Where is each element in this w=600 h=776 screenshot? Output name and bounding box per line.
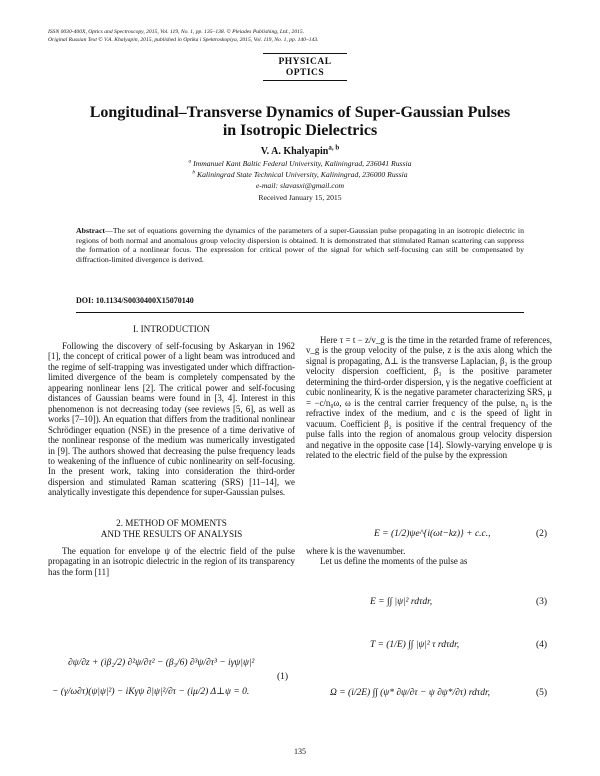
method-paragraph: The equation for envelope ψ of the electric field of the pulse propagating in an isotropic dielectric in the region of its transparency has the form [11] (48, 545, 295, 577)
section-tag-rule-bottom (263, 80, 347, 81)
equation-2: E = (1/2)ψe^{i(ωt−kz)} + c.c., (374, 529, 491, 539)
paper-title-line2: in Isotropic Dielectrics (222, 122, 378, 139)
section-tag-line2: OPTICS (285, 68, 325, 78)
affiliation-a-text: Immanuel Kant Baltic Federal University, Kaliningrad, 236041 Russia (193, 159, 412, 168)
equation-1-line2: − (γ/ω∂τ)(ψ|ψ|²) − iKγψ ∂|ψ|²/∂τ − (iμ/2) Δ⊥ψ = 0. (52, 687, 250, 697)
equation-4-number: (4) (536, 640, 548, 650)
page-number: 135 (294, 747, 306, 756)
method-heading-line1: 2. METHOD OF MOMENTS (116, 517, 227, 528)
left-column (48, 324, 295, 577)
intro-heading: I. INTRODUCTION (132, 324, 211, 334)
abstract-text: —The set of equations governing the dynamics of the parameters of a super-Gaussian pulse propagating in an isotropic dielectric in regions of both normal and anomalous group velocity dispersion is obtained. It is demonstrated that stimulated Raman scattering can suppress the formation of a nonlinear focus. The expression for critical power of the signal for which self-focusing can still be compensated by diffraction-limited divergence is derived. (76, 226, 524, 264)
wavenumber-sentence: where k is the wavenumber. (306, 546, 406, 556)
method-heading-line2: AND THE RESULTS OF ANALYSIS (100, 528, 243, 539)
section-tag-rule-top (263, 53, 347, 54)
abstract (76, 226, 524, 264)
after-eq2-text (306, 546, 552, 567)
right-column (306, 335, 552, 460)
author-affiliation-marks: a, b (328, 143, 340, 152)
journal-header-line1: ISSN 0030-400X, Optics and Spectroscopy, 2015, Vol. 119, No. 1, pp. 135–138. © Pleiades Publishing, Ltd., 2015. (48, 29, 305, 35)
author-name: V. A. Khalyapin (260, 146, 329, 157)
equation-5: Ω = (i/2E) ∫∫ (ψ* ∂ψ/∂τ − ψ ∂ψ*/∂τ) rdτdr, (330, 688, 490, 698)
equation-1-line1: ∂ψ/∂z + (iβ₂/2) ∂²ψ/∂τ² − (β₃/6) ∂³ψ/∂τ³ − iγψ|ψ|² (68, 658, 255, 668)
moments-intro: Let us define the moments of the pulse as (320, 556, 468, 567)
journal-header-line2: Original Russian Text © V.A. Khalyapin, 2015, published in Optika i Spektroskopiya, 2015, Vol. 119, No. 1, pp. 140–143. (48, 37, 319, 43)
author-email: e-mail: slavasxi@gmail.com (255, 181, 345, 190)
section-tag-line1: PHYSICAL (278, 57, 332, 67)
equation-1-number: (1) (277, 672, 289, 682)
paper-title-line1: Longitudinal–Transverse Dynamics of Super-Gaussian Pulses (89, 104, 511, 121)
affiliation-b-text: Kaliningrad State Technical University, Kaliningrad, 236000 Russia (196, 170, 408, 179)
intro-paragraph: Following the discovery of self-focusing by Askaryan in 1962 [1], the concept of critical power of a light beam was introduced and the regime of self-trapping was investigated under which diffraction-limited divergence of the beam is completely compensated by the appearing nonlinear lens [2]. The critical power and self-focusing distances of Gaussian beams were found in [3, 4]. Interest in this phenomenon is not decreasing today (see reviews [5, 6], as well as works [7–10]). An equation that differs from the traditional nonlinear Schrödinger equation (NSE) in the presence of a time derivative of the nonlinear response of the medium was numerically investigated in [9]. The authors showed that decreasing the pulse frequency leads to weakening of the influence of cubic nonlinearity on self-focusing. In the present work, taking into consideration the third-order dispersion and stimulated Raman scattering (SRS) [11–14], we analytically investigate this dependence for super-Gaussian pulses. (48, 341, 295, 498)
affiliation-b-mark: b (192, 169, 196, 176)
affiliation-b (48, 170, 552, 181)
affiliation-a-mark: a (188, 158, 192, 165)
author-line (48, 143, 552, 157)
equation-2-number: (2) (536, 529, 548, 539)
doi: DOI: 10.1134/S0030400X15070140 (76, 296, 194, 305)
equation-5-number: (5) (536, 688, 548, 698)
right-paragraph-1: Here τ = t − z/v_g is the time in the retarded frame of references, v_g is the group velocity of the pulse, z is the axis along which the signal is propagating, Δ⊥ is the transverse Laplacian, β₂ is the group velocity dispersion coefficient, β₃ is the positive parameter determining the third-order dispersion, γ is the negative coefficient at cubic nonlinearity, K is the negative parameter characterizing SRS, μ = −c/n₀ω, ω is the central carrier frequency of the pulse, n₀ is the refractive index of the medium, and c is the speed of light in vacuum. Coefficient β₂ is positive if the central frequency of the pulse falls into the region of anomalous group velocity dispersion and negative in the opposite case [14]. Slowly-varying envelope ψ is related to the electric field of the pulse by the expression (306, 335, 552, 460)
received-date: Received January 15, 2015 (258, 193, 342, 202)
abstract-label: Abstract (76, 226, 106, 235)
equation-3-number: (3) (536, 597, 548, 607)
affiliation-a (48, 159, 552, 170)
equation-4: T = (1/E) ∫∫ |ψ|² τ rdτdr, (370, 640, 460, 650)
equation-3: E = ∫∫ |ψ|² rdτdr, (370, 597, 433, 607)
abstract-divider (76, 312, 524, 313)
